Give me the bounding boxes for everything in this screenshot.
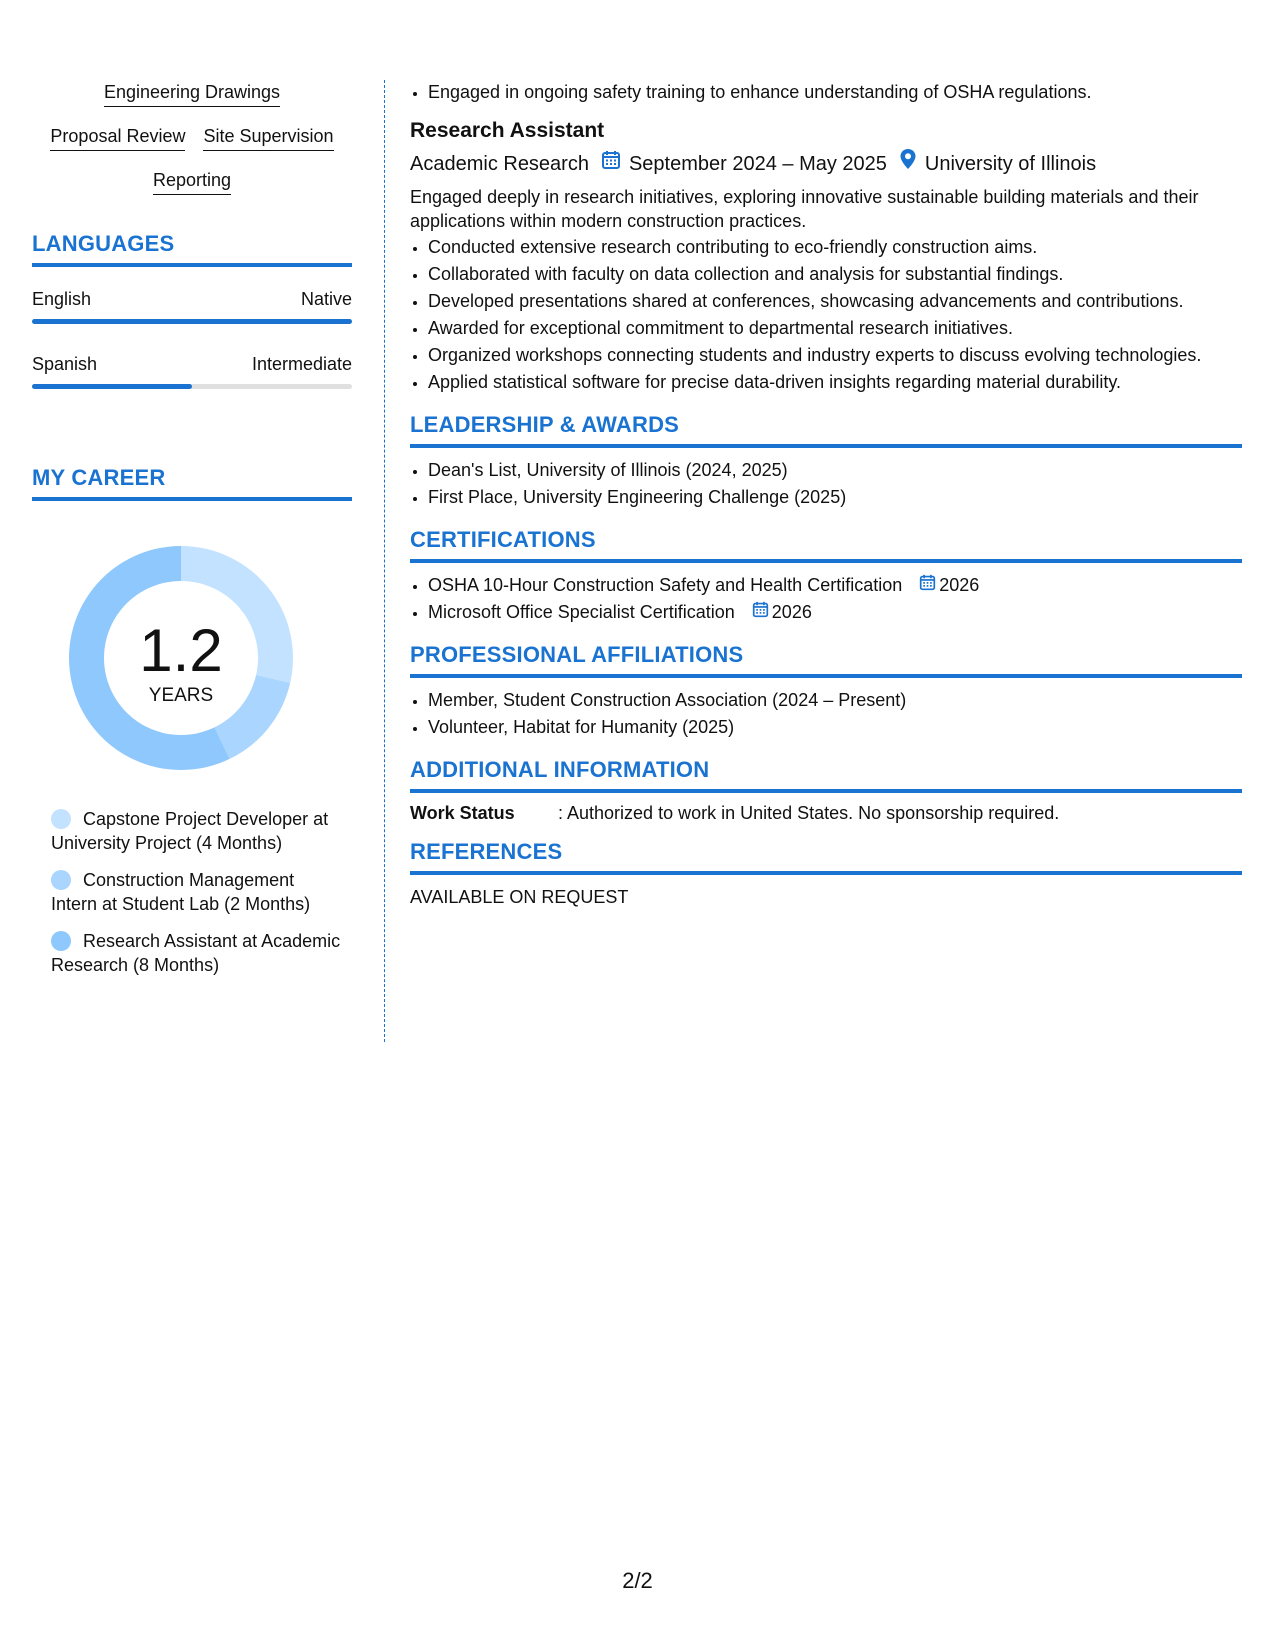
leadership-section — [410, 412, 1242, 509]
legend-dot — [51, 809, 71, 829]
language-proficiency-fill — [32, 384, 192, 389]
certification-name: Microsoft Office Specialist Certification — [428, 602, 735, 622]
right-column — [410, 80, 1242, 909]
certifications-heading: CERTIFICATIONS — [410, 527, 1242, 563]
skill-tag: Proposal Review — [50, 124, 185, 151]
legend-item — [51, 807, 341, 855]
page-number: 2/2 — [622, 1568, 653, 1593]
bullet-item: • Conducted extensive research contributing to eco-friendly construction aims. — [428, 235, 1242, 259]
legend-label: Research Assistant at Academic Research (8 Months) — [51, 931, 341, 975]
certifications-list — [410, 573, 1242, 624]
certification-item — [428, 573, 1242, 597]
location-pin-icon — [899, 148, 917, 179]
legend-item — [51, 929, 341, 977]
legend-dot — [51, 870, 71, 890]
career-donut-chart — [66, 543, 296, 773]
bullet-item: • Collaborated with faculty on data collection and analysis for substantial findings. — [428, 262, 1242, 286]
bullet-item: • First Place, University Engineering Challenge (2025) — [428, 485, 1242, 509]
job-description: Engaged deeply in research initiatives, exploring innovative sustainable building materials and their applications within modern construction practices. — [410, 187, 1199, 231]
job-company: Academic Research — [410, 152, 589, 175]
leadership-list — [410, 458, 1242, 509]
skill-tag: Reporting — [153, 168, 231, 195]
legend-label: Capstone Project Developer at University Project (4 Months) — [51, 809, 329, 853]
affiliations-section — [410, 642, 1242, 739]
languages-section — [32, 231, 352, 389]
calendar-icon — [919, 573, 939, 597]
legend-label: Construction Management Intern at Student Lab (2 Months) — [51, 870, 311, 914]
job-bullets — [410, 235, 1242, 394]
column-divider — [384, 80, 385, 1042]
bullet-item: • Organized workshops connecting students and industry experts to discuss evolving technologies. — [428, 343, 1242, 367]
bullet-item: • Engaged in ongoing safety training to enhance understanding of OSHA regulations. — [428, 80, 1242, 104]
certification-year: 2026 — [939, 575, 980, 595]
previous-job-bullets — [410, 80, 1242, 104]
language-item — [32, 352, 352, 389]
language-item — [32, 287, 352, 324]
donut-center — [66, 543, 296, 773]
work-status-row — [410, 801, 1242, 825]
legend-item — [51, 868, 341, 916]
certification-item — [428, 600, 1242, 624]
certification-year: 2026 — [771, 602, 812, 622]
bullet-item: • Developed presentations shared at conferences, showcasing advancements and contributions. — [428, 289, 1242, 313]
skill-tag: Site Supervision — [203, 124, 333, 151]
bullet-item: • Dean's List, University of Illinois (2024, 2025) — [428, 458, 1242, 482]
job-dates: September 2024 – May 2025 — [628, 152, 887, 175]
language-level: Native — [300, 289, 352, 309]
career-unit: YEARS — [148, 685, 214, 706]
skill-tag: Engineering Drawings — [104, 80, 280, 107]
additional-info-heading: ADDITIONAL INFORMATION — [410, 757, 1242, 793]
career-total: 1.2 — [139, 617, 223, 684]
career-legend — [51, 807, 341, 977]
career-section — [32, 465, 352, 977]
references-text: AVAILABLE ON REQUEST — [410, 887, 629, 907]
affiliations-list — [410, 688, 1242, 739]
certification-name: OSHA 10-Hour Construction Safety and Health Certification — [428, 575, 903, 595]
additional-info-section — [410, 757, 1242, 825]
calendar-icon — [752, 600, 772, 624]
languages-heading: LANGUAGES — [32, 231, 352, 267]
language-proficiency-bar — [32, 384, 352, 389]
bullet-item: • Member, Student Construction Association (2024 – Present) — [428, 688, 1242, 712]
job-title: Research Assistant — [410, 119, 605, 142]
left-column — [32, 80, 352, 990]
bullet-item: • Applied statistical software for precise data-driven insights regarding material durability. — [428, 370, 1242, 394]
certifications-section — [410, 527, 1242, 624]
work-status-value: : Authorized to work in United States. No sponsorship required. — [558, 803, 1060, 823]
language-proficiency-bar — [32, 319, 352, 324]
skills-list — [32, 80, 352, 195]
leadership-heading: LEADERSHIP & AWARDS — [410, 412, 1242, 448]
affiliations-heading: PROFESSIONAL AFFILIATIONS — [410, 642, 1242, 678]
job-meta — [410, 148, 1242, 179]
language-proficiency-fill — [32, 319, 352, 324]
references-section — [410, 839, 1242, 909]
career-heading: MY CAREER — [32, 465, 352, 501]
legend-dot — [51, 931, 71, 951]
work-status-label: Work Status — [410, 803, 515, 823]
job-location: University of Illinois — [924, 152, 1097, 175]
bullet-item: • Volunteer, Habitat for Humanity (2025) — [428, 715, 1242, 739]
references-heading: REFERENCES — [410, 839, 1242, 875]
bullet-item: • Awarded for exceptional commitment to departmental research initiatives. — [428, 316, 1242, 340]
language-level: Intermediate — [251, 354, 352, 374]
calendar-icon — [601, 149, 621, 179]
language-name: Spanish — [32, 354, 98, 374]
language-name: English — [32, 289, 92, 309]
